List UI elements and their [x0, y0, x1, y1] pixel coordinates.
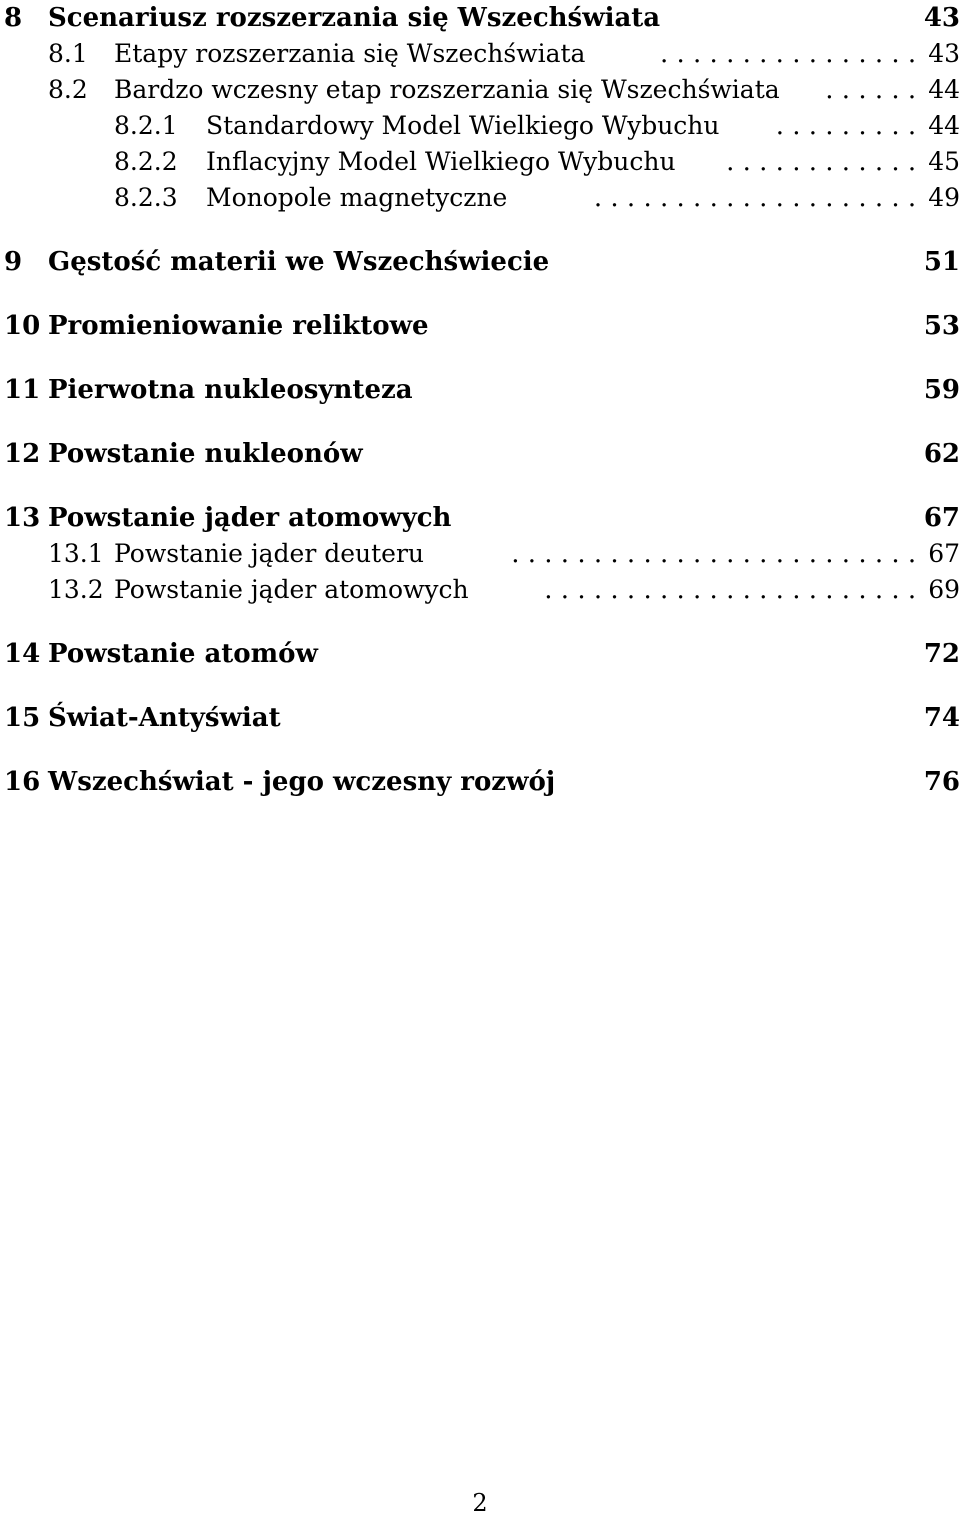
toc-title: Standardowy Model Wielkiego Wybuchu [206, 111, 720, 140]
toc-page: 62 [923, 439, 960, 469]
toc-number: 9 [4, 247, 23, 277]
toc-entry-chapter [4, 308, 960, 344]
toc-leader-dots: . . . . . . . . . . . . [726, 147, 917, 177]
toc-title: Powstanie jąder atomowych [114, 575, 469, 604]
toc-number: 13 [4, 503, 41, 533]
toc-page: 51 [923, 247, 960, 277]
toc-title: Monopole magnetyczne [206, 183, 508, 212]
toc-number: 8.2.2 [114, 147, 178, 176]
toc-number: 16 [4, 767, 41, 797]
toc-entry-chapter [4, 636, 960, 672]
toc-title: Wszechświat - jego wczesny rozwój [48, 767, 556, 797]
toc-title: Powstanie jąder atomowych [48, 503, 452, 533]
toc-page: 53 [923, 311, 960, 341]
toc-leader-dots: . . . . . . . . . . . . . . . . . . . . [593, 183, 917, 213]
toc-page: 43 [923, 3, 960, 33]
toc-page: 45 [928, 147, 960, 176]
toc-page: 44 [928, 111, 960, 140]
toc-title: Scenariusz rozszerzania się Wszechświata [48, 3, 661, 33]
toc-entry-section [4, 572, 960, 608]
toc-number: 14 [4, 639, 41, 669]
toc-entry-chapter [4, 372, 960, 408]
toc-number: 11 [4, 375, 41, 405]
toc-entry-subsection [4, 144, 960, 180]
toc-number: 8.1 [48, 39, 88, 68]
toc-leader-dots: . . . . . . . . . . . . . . . . . . . . . . . [544, 575, 917, 605]
toc-entry-section [4, 536, 960, 572]
toc-number: 8.2 [48, 75, 88, 104]
toc-entry-subsection [4, 108, 960, 144]
toc-entry-chapter [4, 436, 960, 472]
toc-number: 8.2.1 [114, 111, 178, 140]
toc-leader-dots: . . . . . . . . . . . . . . . . [659, 39, 917, 69]
toc-page: 74 [923, 703, 960, 733]
toc-page: 43 [928, 39, 960, 68]
toc-page: 59 [923, 375, 960, 405]
toc-number: 15 [4, 703, 41, 733]
toc-page: 67 [923, 503, 960, 533]
toc-title: Pierwotna nukleosynteza [48, 375, 413, 405]
toc-entry-subsection [4, 180, 960, 216]
toc-number: 13.1 [48, 539, 104, 568]
toc-title: Promieniowanie reliktowe [48, 311, 429, 341]
toc-entry-chapter [4, 244, 960, 280]
toc-leader-dots: . . . . . . . . . . . . . . . . . . . . . . . . . [511, 539, 917, 569]
toc-page: 76 [923, 767, 960, 797]
toc-page: 69 [928, 575, 960, 604]
toc-title: Inflacyjny Model Wielkiego Wybuchu [206, 147, 676, 176]
toc-entry-chapter [4, 500, 960, 536]
toc-entry-chapter [4, 0, 960, 36]
toc-entry-chapter [4, 764, 960, 800]
toc-number: 8 [4, 3, 23, 33]
toc-title: Gęstość materii we Wszechświecie [48, 247, 550, 277]
toc-leader-dots: . . . . . . [825, 75, 917, 105]
toc-title: Etapy rozszerzania się Wszechświata [114, 39, 586, 68]
toc-page: 44 [928, 75, 960, 104]
toc-page: 67 [928, 539, 960, 568]
toc-title: Powstanie atomów [48, 639, 318, 669]
toc-title: Bardzo wczesny etap rozszerzania się Wszechświata [114, 75, 780, 104]
toc-page: 72 [923, 639, 960, 669]
toc-entry-section [4, 36, 960, 72]
toc-title: Powstanie jąder deuteru [114, 539, 425, 568]
table-of-contents [4, 0, 960, 800]
page-number: 2 [472, 1489, 488, 1517]
toc-entry-section [4, 72, 960, 108]
toc-number: 10 [4, 311, 41, 341]
toc-title: Świat-Antyświat [48, 703, 281, 733]
toc-entry-chapter [4, 700, 960, 736]
toc-leader-dots: . . . . . . . . . [775, 111, 917, 141]
toc-number: 13.2 [48, 575, 104, 604]
toc-page: 49 [928, 183, 960, 212]
toc-title: Powstanie nukleonów [48, 439, 363, 469]
toc-number: 8.2.3 [114, 183, 178, 212]
toc-number: 12 [4, 439, 41, 469]
